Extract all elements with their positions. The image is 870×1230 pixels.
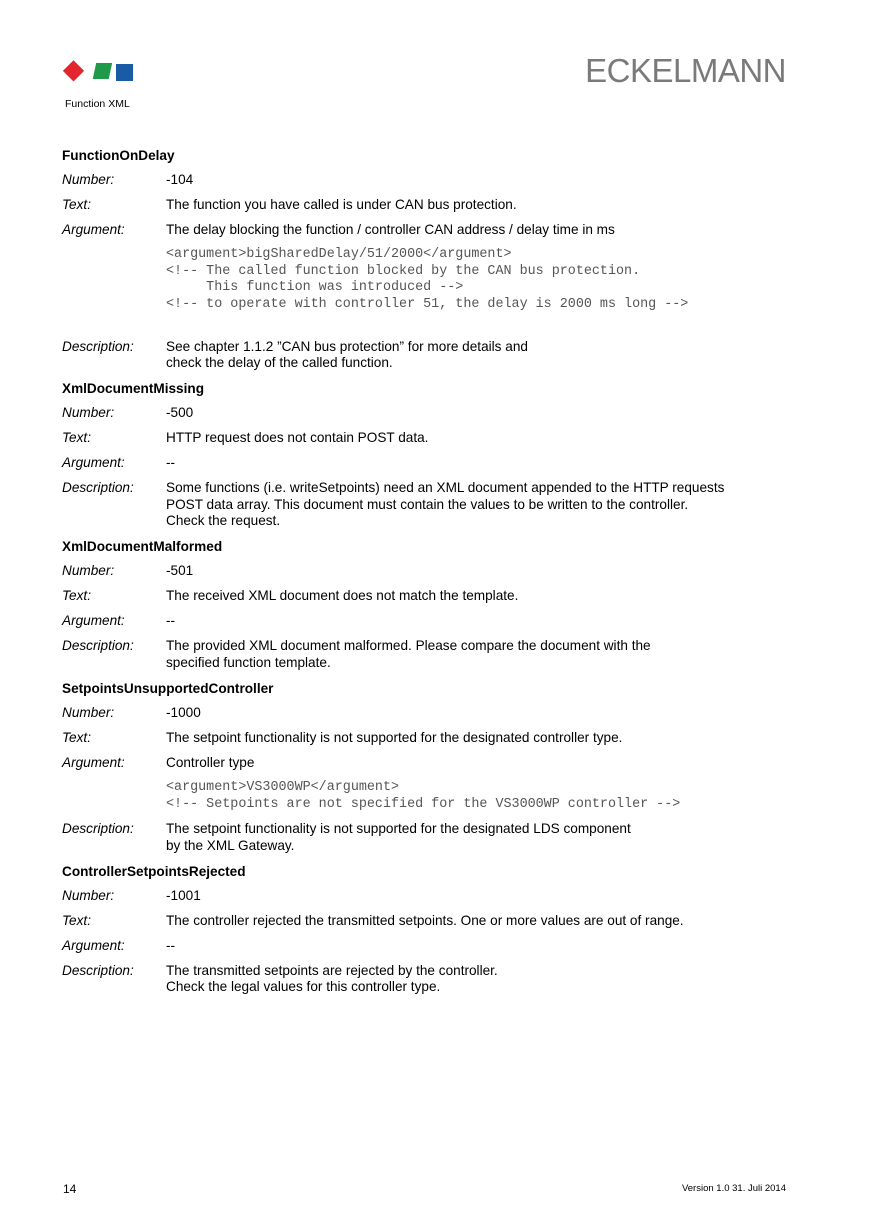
description-value: The provided XML document malformed. Please compare the document with the specified function template.: [166, 638, 651, 670]
number-row: [62, 172, 802, 189]
code-example: <argument>VS3000WP</argument> <!-- Setpoints are not specified for the VS3000WP controller -->: [166, 779, 681, 812]
brand-wordmark: ECKELMANN: [585, 52, 786, 89]
version-date: Version 1.0 31. Juli 2014: [681, 1183, 786, 1194]
text-row: [62, 588, 802, 605]
section-title: XmlDocumentMissing: [62, 381, 204, 397]
text-row: [62, 430, 802, 447]
number-label: Number:: [62, 704, 115, 720]
argument-row: [62, 755, 802, 772]
description-row: [62, 339, 802, 372]
number-value: -1001: [166, 887, 201, 903]
description-label: Description:: [62, 638, 134, 654]
number-label: Number:: [62, 405, 115, 421]
section-title: XmlDocumentMalformed: [62, 539, 223, 555]
text-value: HTTP request does not contain POST data.: [166, 430, 429, 446]
description-value: See chapter 1.1.2 ”CAN bus protection” for more details and check the delay of the called function.: [166, 338, 528, 371]
description-label: Description:: [62, 480, 134, 496]
description-label: Description:: [62, 962, 134, 978]
description-value: The transmitted setpoints are rejected by the controller. Check the legal values for this controller type.: [166, 962, 498, 995]
argument-label: Argument:: [62, 613, 125, 629]
description-row: [62, 638, 802, 671]
argument-value: --: [166, 937, 176, 953]
number-value: -104: [166, 172, 194, 187]
argument-value: --: [166, 613, 176, 629]
argument-row: [62, 938, 802, 955]
argument-label: Argument:: [62, 937, 125, 953]
section-title: SetpointsUnsupportedController: [62, 680, 274, 696]
description-label: Description:: [62, 338, 134, 354]
text-value: The controller rejected the transmitted setpoints. One or more values are out of range.: [166, 912, 684, 928]
error-section-xml-document-malformed: [62, 538, 802, 671]
text-label: Text:: [62, 588, 91, 604]
error-section-xml-document-missing: [62, 380, 802, 530]
number-row: [62, 888, 802, 905]
argument-label: Argument:: [62, 754, 125, 770]
description-value: The setpoint functionality is not supported for the designated LDS component by the XML Gateway.: [166, 821, 631, 853]
description-row: [62, 480, 802, 530]
argument-value: --: [166, 455, 176, 471]
eckelmann-logo-icon: [63, 59, 135, 83]
text-value: The setpoint functionality is not supported for the designated controller type.: [166, 729, 623, 745]
text-value: The received XML document does not match the template.: [166, 588, 519, 604]
argument-value: The delay blocking the function / controller CAN address / delay time in ms: [166, 222, 615, 237]
text-label: Text:: [62, 912, 91, 928]
error-section-setpoints-unsupported-controller: [62, 680, 802, 854]
text-label: Text:: [62, 729, 91, 745]
page-number: 14: [63, 1182, 77, 1196]
number-row: [62, 405, 802, 422]
description-row: [62, 963, 802, 996]
text-value: The function you have called is under CAN bus protection.: [166, 197, 517, 212]
argument-label: Argument:: [62, 222, 125, 237]
argument-label: Argument:: [62, 455, 125, 471]
text-row: [62, 197, 802, 214]
text-label: Text:: [62, 197, 91, 212]
number-value: -501: [166, 563, 194, 579]
section-title: ControllerSetpointsRejected: [62, 863, 246, 879]
number-value: -500: [166, 405, 194, 421]
number-label: Number:: [62, 172, 115, 187]
number-value: -1000: [166, 704, 201, 720]
number-row: [62, 563, 802, 580]
argument-row: [62, 455, 802, 472]
error-section-function-on-delay: [62, 147, 802, 372]
number-label: Number:: [62, 887, 115, 903]
header-caption: Function XML: [65, 98, 130, 110]
text-row: [62, 730, 802, 747]
section-title: FunctionOnDelay: [62, 148, 175, 163]
description-value: Some functions (i.e. writeSetpoints) need an XML document appended to the HTTP requests POST data array. This document must contain the values to be written to the controller. Check the request.: [166, 480, 725, 529]
description-row: [62, 821, 802, 854]
error-codes-content: [62, 147, 802, 1004]
error-section-controller-setpoints-rejected: [62, 863, 802, 996]
text-label: Text:: [62, 430, 91, 446]
code-example: <argument>bigSharedDelay/51/2000</argument> <!-- The called function blocked by the CAN bus protection. This function was introduced --> <!-- to operate with controller 51, the delay is 2000 ms long -->: [166, 247, 689, 313]
argument-row: [62, 613, 802, 630]
description-label: Description:: [62, 821, 134, 837]
argument-value: Controller type: [166, 754, 255, 770]
number-label: Number:: [62, 563, 115, 579]
number-row: [62, 705, 802, 722]
argument-row: [62, 222, 802, 239]
text-row: [62, 913, 802, 930]
